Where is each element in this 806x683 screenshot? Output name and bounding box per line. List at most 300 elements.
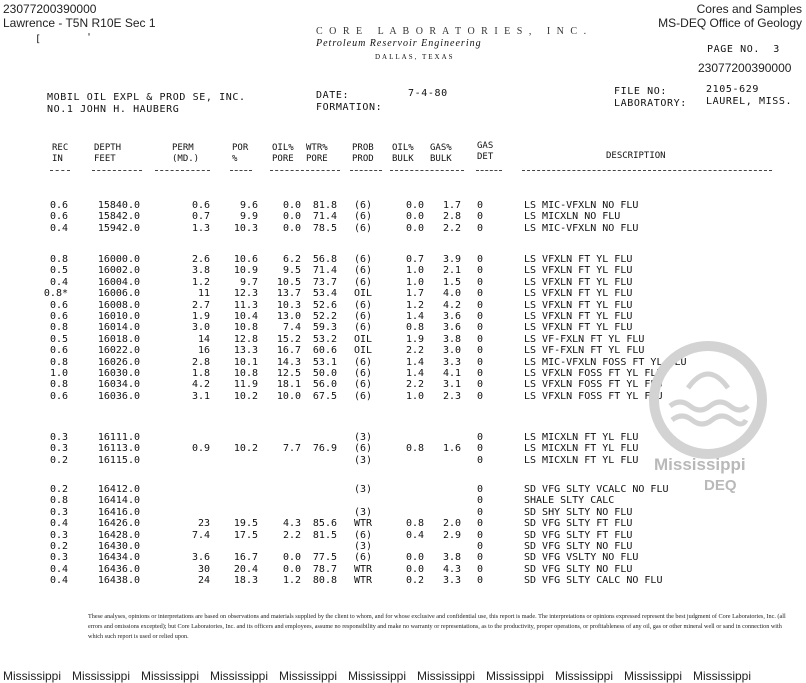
table-cell: 9.5 [282, 265, 301, 277]
table-cell: 0 [477, 506, 484, 518]
table-cell: 15.2 [276, 333, 301, 345]
table-cell: 3.0 [442, 345, 461, 357]
table-cell: 13.7 [276, 288, 301, 300]
table-cell: 77.5 [312, 552, 337, 564]
table-cell: 0.8 [49, 379, 68, 391]
table-cell: 0 [477, 333, 484, 345]
table-cell: 4.0 [442, 288, 461, 300]
table-cell: (3) [354, 454, 373, 466]
table-cell: 0.4 [49, 575, 68, 587]
table-cell: 0.5 [49, 333, 68, 345]
laboratory-value: LAUREL, MISS. [706, 96, 793, 107]
table-cell: 2.1 [442, 265, 461, 277]
table-cell: (6) [354, 390, 373, 402]
col-description: DESCRIPTION [606, 151, 666, 161]
table-cell: 1.0 [405, 390, 424, 402]
table-cell: 23 [197, 518, 210, 530]
table-cell: 1.5 [442, 276, 461, 288]
table-cell: 2.3 [442, 390, 461, 402]
table-cell: 1.7 [405, 288, 424, 300]
table-cell: 10.4 [233, 311, 258, 322]
table-cell: 11.9 [233, 379, 258, 391]
table-cell: LS VFXLN FT YL FLU [524, 276, 633, 288]
table-row [0, 484, 806, 496]
table-cell: 1.0 [49, 368, 68, 379]
table-cell: (6) [354, 356, 373, 368]
col-prob-prod: PROB PROD [352, 143, 374, 164]
table-cell: 2.2 [442, 222, 461, 234]
table-cell: 16008.0 [97, 299, 140, 311]
table-cell: 2.0 [442, 518, 461, 530]
table-cell: 52.6 [312, 299, 337, 311]
table-cell: 14 [197, 333, 210, 345]
table-cell: LS VF-FXLN FT YL FLU [524, 345, 645, 357]
table-cell: 7.7 [282, 443, 301, 455]
table-cell: 1.4 [405, 311, 424, 322]
table-cell: 71.4 [312, 211, 337, 223]
table-cell: 4.2 [442, 299, 461, 311]
table-cell: 1.9 [405, 333, 424, 345]
table-cell: 0.2 [49, 541, 68, 552]
table-cell: 0 [477, 311, 484, 322]
table-cell: 85.6 [312, 518, 337, 530]
col-depth: DEPTH FEET [94, 143, 122, 164]
table-cell: 3.6 [442, 311, 461, 322]
table-row [0, 211, 806, 223]
table-cell: 16030.0 [97, 368, 140, 379]
table-cell: 0.6 [49, 211, 68, 223]
table-cell: (6) [354, 552, 373, 564]
table-cell: 0.4 [49, 276, 68, 288]
table-cell: 9.6 [239, 200, 258, 211]
table-row [0, 311, 806, 323]
table-cell: WTR [354, 563, 373, 575]
table-cell: 0 [477, 495, 484, 507]
table-row [0, 530, 806, 542]
col-por: POR % [232, 143, 249, 164]
footer-watermark-word: Mississippi [141, 669, 200, 683]
table-cell: 0.6 [49, 311, 68, 322]
table-cell: 0 [477, 288, 484, 300]
company-operator: MOBIL OIL EXPL & PROD SE, INC. [47, 92, 246, 103]
table-cell: 4.2 [191, 379, 210, 391]
company-tagline: Petroleum Reservoir Engineering [316, 38, 482, 49]
table-cell: 19.5 [233, 518, 258, 530]
table-cell: 3.1 [191, 390, 210, 402]
table-cell: 16026.0 [97, 356, 140, 368]
table-cell: 0 [477, 345, 484, 357]
table-cell: 3.1 [442, 379, 461, 391]
table-cell: 16412.0 [97, 484, 140, 495]
table-cell: LS VF-FXLN FT YL FLU [524, 333, 645, 345]
table-cell: 9.7 [239, 276, 258, 288]
table-cell: 2.2 [405, 345, 424, 357]
table-cell: 0.0 [405, 222, 424, 234]
table-row [0, 300, 806, 312]
table-cell: 10.3 [276, 299, 301, 311]
table-cell: OIL [354, 333, 373, 345]
api-number-top: 23077200390000 [3, 2, 97, 16]
table-cell: 3.9 [442, 254, 461, 265]
table-cell: 16022.0 [97, 345, 140, 357]
table-row [0, 254, 806, 266]
table-cell: 15840.0 [97, 200, 140, 211]
table-cell: LS VFXLN FOSS FT YL FLU [524, 368, 663, 379]
table-cell: 81.5 [312, 529, 337, 541]
col-wtr-pore: WTR% PORE [306, 143, 328, 164]
table-cell: 20.4 [233, 563, 258, 575]
footer-watermark-word: Mississippi [279, 669, 338, 683]
table-cell: 15942.0 [97, 222, 140, 234]
table-cell: 16115.0 [97, 454, 140, 466]
table-row [0, 507, 806, 519]
table-cell: 4.3 [282, 518, 301, 530]
table-row [0, 223, 806, 235]
table-cell: 3.8 [442, 552, 461, 564]
table-cell: 0.8 [49, 356, 68, 368]
table-cell: OIL [354, 288, 373, 300]
rule [350, 170, 382, 171]
table-cell: 0.4 [49, 563, 68, 575]
col-perm: PERM (MD.) [172, 143, 200, 164]
table-cell: 0.3 [49, 552, 68, 564]
table-cell: 16428.0 [97, 529, 140, 541]
table-cell: 10.8 [233, 322, 258, 334]
rule [270, 170, 340, 171]
table-cell: (6) [354, 200, 373, 211]
table-cell: SD VFG SLTY NO FLU [524, 563, 633, 575]
table-cell: (6) [354, 322, 373, 334]
table-cell: (3) [354, 541, 373, 552]
page-number: PAGE NO. 3 [707, 44, 780, 55]
table-row [0, 277, 806, 289]
table-cell: SHALE SLTY CALC [524, 495, 615, 507]
table-cell: 10.0 [276, 390, 301, 402]
table-cell: 53.2 [312, 333, 337, 345]
table-cell: 16036.0 [97, 390, 140, 402]
table-cell: LS VFXLN FT YL FLU [524, 288, 633, 300]
table-row [0, 552, 806, 564]
table-cell: 16.7 [233, 552, 258, 564]
table-cell: 1.4 [405, 356, 424, 368]
table-cell: WTR [354, 575, 373, 587]
table-cell: 16010.0 [97, 311, 140, 322]
col-gas-bulk: GAS% BULK [430, 143, 452, 164]
table-cell: 0.8 [49, 495, 68, 507]
table-cell: 3.8 [191, 265, 210, 277]
source-line1: Cores and Samples [696, 2, 802, 16]
table-cell: 56.0 [312, 379, 337, 391]
table-cell: LS VFXLN FOSS FT YL FLU [524, 379, 663, 391]
footer-watermark-word: Mississippi [3, 669, 62, 683]
table-cell: 0.6 [49, 345, 68, 357]
table-cell: 16000.0 [97, 254, 140, 265]
table-cell: 3.3 [442, 575, 461, 587]
table-cell: SD VFG SLTY NO FLU [524, 541, 633, 552]
table-cell: 0.0 [405, 563, 424, 575]
table-row [0, 288, 806, 300]
table-cell: 0.8 [405, 322, 424, 334]
table-cell: 1.2 [405, 299, 424, 311]
table-cell: 2.2 [282, 529, 301, 541]
table-cell: 0.4 [49, 518, 68, 530]
table-cell: SD SHY SLTY NO FLU [524, 506, 633, 518]
table-cell: 0.0 [405, 200, 424, 211]
table-cell: 80.8 [312, 575, 337, 587]
company-name: C O R E L A B O R A T O R I E S , I N C . [316, 26, 589, 37]
table-cell: 0.2 [49, 454, 68, 466]
table-cell: SD VFG SLTY CALC NO FLU [524, 575, 663, 587]
table-row [0, 265, 806, 277]
table-cell: (6) [354, 368, 373, 379]
table-cell: 10.6 [233, 254, 258, 265]
table-cell: 0.6 [49, 299, 68, 311]
table-cell: 0.4 [405, 529, 424, 541]
table-cell: 6.2 [282, 254, 301, 265]
table-cell: 16018.0 [97, 333, 140, 345]
table-cell: 12.8 [233, 333, 258, 345]
table-cell: 16004.0 [97, 276, 140, 288]
table-cell: 2.8 [442, 211, 461, 223]
table-cell: 17.5 [233, 529, 258, 541]
table-cell: 10.9 [233, 265, 258, 277]
table-cell: 0.6 [49, 200, 68, 211]
rule [230, 170, 252, 171]
footer-watermark-word: Mississippi [417, 669, 476, 683]
table-cell: 0.8 [49, 322, 68, 334]
table-cell: 0 [477, 443, 484, 455]
table-cell: 2.9 [442, 529, 461, 541]
footer-watermark-word: Mississippi [624, 669, 683, 683]
table-cell: (6) [354, 311, 373, 322]
table-cell: 16434.0 [97, 552, 140, 564]
table-cell: 3.3 [442, 356, 461, 368]
table-cell: 0 [477, 454, 484, 466]
table-cell: 10.8 [233, 368, 258, 379]
table-cell: 16436.0 [97, 563, 140, 575]
table-cell: 0.0 [282, 563, 301, 575]
table-cell: 0.0 [405, 552, 424, 564]
table-cell: 30 [197, 563, 210, 575]
table-cell: 16426.0 [97, 518, 140, 530]
table-cell: 0 [477, 390, 484, 402]
table-cell: (6) [354, 443, 373, 455]
table-cell: 1.4 [405, 368, 424, 379]
table-cell: 71.4 [312, 265, 337, 277]
table-cell: 16002.0 [97, 265, 140, 277]
table-cell: (6) [354, 265, 373, 277]
table-cell: 13.3 [233, 345, 258, 357]
table-cell: 0 [477, 484, 484, 495]
table-row [0, 200, 806, 212]
footer-watermark-word: Mississippi [693, 669, 752, 683]
table-cell: 16006.0 [97, 288, 140, 300]
table-cell: 1.8 [191, 368, 210, 379]
scan-mark-2: ' [86, 32, 93, 43]
table-cell: 1.6 [442, 443, 461, 455]
table-cell: 59.3 [312, 322, 337, 334]
table-cell: 78.5 [312, 222, 337, 234]
table-cell: 0.2 [405, 575, 424, 587]
table-cell: LS VFXLN FT YL FLU [524, 311, 633, 322]
table-cell: (6) [354, 529, 373, 541]
file-no-label: FILE NO: [614, 86, 667, 97]
table-cell: 12.3 [233, 288, 258, 300]
table-cell: 18.1 [276, 379, 301, 391]
col-oil-pore: OIL% PORE [272, 143, 294, 164]
table-cell: LS VFXLN FT YL FLU [524, 299, 633, 311]
table-cell: 0 [477, 563, 484, 575]
table-cell: 52.2 [312, 311, 337, 322]
table-cell: 10.2 [233, 390, 258, 402]
watermark-text: Mississippi [654, 455, 746, 474]
table-cell: 0.3 [49, 529, 68, 541]
table-cell: 2.2 [405, 379, 424, 391]
watermark-text-2: DEQ [704, 477, 737, 494]
table-cell: 0 [477, 299, 484, 311]
table-cell: 0.0 [282, 222, 301, 234]
table-cell: 0.7 [405, 254, 424, 265]
table-cell: 0 [477, 276, 484, 288]
source-line2: MS-DEQ Office of Geology [658, 16, 802, 30]
table-cell: 16416.0 [97, 506, 140, 518]
table-cell: 0.0 [282, 211, 301, 223]
table-cell: 0 [477, 322, 484, 334]
table-cell: 15842.0 [97, 211, 140, 223]
table-cell: 0.5 [49, 265, 68, 277]
table-cell: 0 [477, 552, 484, 564]
table-cell: SD VFG SLTY VCALC NO FLU [524, 484, 669, 495]
table-cell: (3) [354, 506, 373, 518]
table-cell: 0 [477, 368, 484, 379]
table-cell: 1.0 [405, 276, 424, 288]
table-cell: 13.0 [276, 311, 301, 322]
table-cell: 7.4 [282, 322, 301, 334]
date-value: 7-4-80 [408, 88, 448, 99]
table-cell: 0.8 [405, 518, 424, 530]
table-cell: 81.8 [312, 200, 337, 211]
table-cell: 0 [477, 379, 484, 391]
rule [390, 170, 464, 171]
formation-label: FORMATION: [316, 102, 383, 113]
table-cell: 0 [477, 432, 484, 443]
table-cell: 16014.0 [97, 322, 140, 334]
table-cell: 0.7 [191, 211, 210, 223]
disclaimer-text: These analyses, opinions or interpretations are based on observations and materials supplied by the client to whom, and for whose exclusive and confidential use, this report is made. The interpretations or opinions expressed represent the best judgment of Core Laboratories, Inc. (all errors and omissions excepted); but Core Laboratories, Inc. and its officers and employees, assume no responsibility and make no warranty or representations, as to the productivity, proper operations, or profitableness of any oil, gas or other mineral well or sand in connection with which such report is used or relied upon. [88, 613, 786, 640]
table-cell: 0 [477, 254, 484, 265]
deq-watermark-logo [648, 340, 768, 460]
table-cell: 10.2 [233, 443, 258, 455]
rule [476, 170, 502, 171]
table-cell: 73.7 [312, 276, 337, 288]
table-cell: (6) [354, 379, 373, 391]
table-cell: 78.7 [312, 563, 337, 575]
table-cell: 0.2 [49, 484, 68, 495]
table-cell: 0.4 [49, 222, 68, 234]
table-cell: 0 [477, 200, 484, 211]
table-cell: (6) [354, 299, 373, 311]
table-cell: 11 [197, 288, 210, 300]
table-cell: 0 [477, 222, 484, 234]
table-cell: LS MICXLN FT YL FLU [524, 454, 639, 466]
table-cell: 3.6 [442, 322, 461, 334]
table-cell: 16414.0 [97, 495, 140, 507]
table-cell: 10.3 [233, 222, 258, 234]
table-cell: SD VFG SLTY FT FLU [524, 518, 633, 530]
table-cell: 0.6 [191, 200, 210, 211]
table-row [0, 575, 806, 587]
table-cell: 0.0 [282, 552, 301, 564]
rule [50, 170, 70, 171]
table-cell: (6) [354, 211, 373, 223]
company-city: DALLAS, TEXAS [375, 53, 455, 61]
table-cell: LS MICXLN FT YL FLU [524, 432, 639, 443]
table-cell: 0 [477, 211, 484, 223]
table-cell: 0 [477, 356, 484, 368]
table-cell: LS VFXLN FT YL FLU [524, 254, 633, 265]
table-cell: LS MICXLN FT YL FLU [524, 443, 639, 455]
table-cell: 60.6 [312, 345, 337, 357]
table-cell: 16438.0 [97, 575, 140, 587]
location-label: Lawrence - T5N R10E Sec 1 [3, 16, 156, 30]
table-cell: 11.3 [233, 299, 258, 311]
table-cell: SD VFG SLTY FT FLU [524, 529, 633, 541]
footer-watermark-word: Mississippi [486, 669, 545, 683]
table-cell: (6) [354, 222, 373, 234]
table-cell: LS VFXLN FT YL FLU [524, 265, 633, 277]
table-cell: 0.8* [43, 288, 68, 300]
table-cell: 3.0 [191, 322, 210, 334]
table-cell: OIL [354, 345, 373, 357]
table-cell: 10.5 [276, 276, 301, 288]
table-cell: 16430.0 [97, 541, 140, 552]
footer-watermark-word: Mississippi [210, 669, 269, 683]
table-cell: 16111.0 [97, 432, 140, 443]
table-cell: 1.7 [442, 200, 461, 211]
table-cell: 0.3 [49, 506, 68, 518]
table-cell: 0.8 [405, 443, 424, 455]
table-cell: (3) [354, 432, 373, 443]
table-row [0, 518, 806, 530]
table-cell: LS MIC-VFXLN NO FLU [524, 222, 639, 234]
table-cell: 7.4 [191, 529, 210, 541]
table-cell: 50.0 [312, 368, 337, 379]
table-cell: 0.8 [49, 254, 68, 265]
table-cell: LS MICXLN NO FLU [524, 211, 621, 223]
rule [92, 170, 142, 171]
well-name: NO.1 JOHN H. HAUBERG [47, 104, 180, 115]
table-cell: 2.7 [191, 299, 210, 311]
table-cell: (6) [354, 276, 373, 288]
laboratory-label: LABORATORY: [614, 98, 687, 109]
table-cell: LS VFXLN FOSS FT YL FLU [524, 390, 663, 402]
table-cell: 3.8 [442, 333, 461, 345]
table-cell: 12.5 [276, 368, 301, 379]
table-cell: 16113.0 [97, 443, 140, 455]
table-cell: 56.8 [312, 254, 337, 265]
footer-watermark-word: Mississippi [555, 669, 614, 683]
table-cell: 16034.0 [97, 379, 140, 391]
table-cell: (3) [354, 484, 373, 495]
footer-watermark-word: Mississippi [72, 669, 131, 683]
table-cell: 0.6 [49, 390, 68, 402]
table-row [0, 541, 806, 553]
table-cell: WTR [354, 518, 373, 530]
table-cell: 18.3 [233, 575, 258, 587]
table-cell: 1.2 [282, 575, 301, 587]
table-cell: 16 [197, 345, 210, 357]
col-gas-det: GAS DET [477, 141, 494, 162]
